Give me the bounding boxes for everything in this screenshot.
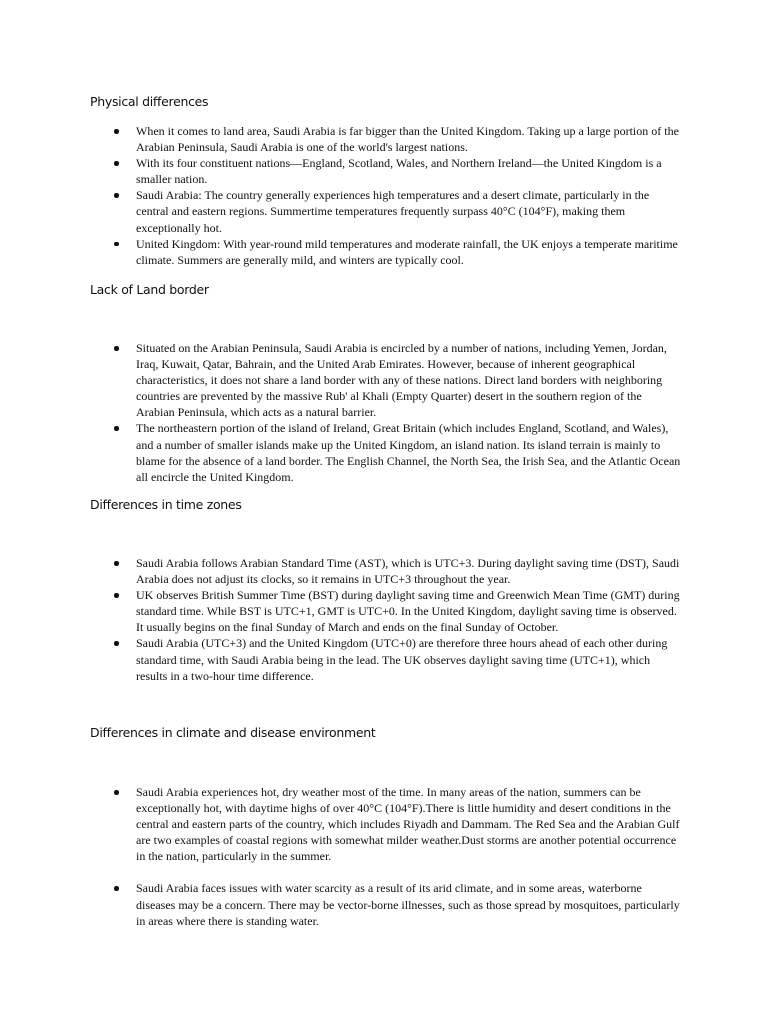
section-heading-lack-of-land-border: Lack of Land border <box>90 282 209 297</box>
section-heading-differences-in-time-zones: Differences in time zones <box>90 497 242 512</box>
bullet-dot <box>114 593 119 598</box>
bullet-dot <box>114 561 119 566</box>
section-heading-climate-and-disease: Differences in climate and disease environment <box>90 725 376 740</box>
list-item <box>90 187 682 235</box>
bullet-dot <box>114 129 119 134</box>
bullet-dot <box>114 193 119 198</box>
list-item <box>90 587 682 635</box>
list-item-text: UK observes British Summer Time (BST) during daylight saving time and Greenwich Mean Time (GMT) during standard time. While BST is UTC+1, GMT is UTC+0. In the United Kingdom, daylight saving time is observed. It usually begins on the final Sunday of March and ends on the final Sunday of October. <box>136 588 680 635</box>
list-item-text: With its four constituent nations—England, Scotland, Wales, and Northern Ireland—the United Kingdom is a smaller nation. <box>136 156 662 187</box>
list-item-text: Saudi Arabia experiences hot, dry weather most of the time. In many areas of the nation, summers can be exceptionally hot, with daytime highs of over 40°C (104°F).There is little humidity and desert conditions in the central and eastern parts of the country, which includes Riyadh and Dammam. The Red Sea and the Arabian Gulf are two examples of coastal regions with somewhat milder weather.Dust storms are another potential occurrence in the nation, particularly in the summer. <box>136 785 680 864</box>
list-item-text: Saudi Arabia: The country generally experiences high temperatures and a desert climate, particularly in the central and eastern regions. Summertime temperatures frequently surpass 40°C (104°F), making them exceptionally hot. <box>136 188 650 235</box>
section-heading-physical-differences: Physical differences <box>90 94 209 109</box>
list-item-text: Saudi Arabia (UTC+3) and the United Kingdom (UTC+0) are therefore three hours ahead of each other during standard time, with Saudi Arabia being in the lead. The UK observes daylight saving time (UTC+1), which results in a two-hour time difference. <box>136 636 668 683</box>
bullet-list-time-zones <box>90 555 682 684</box>
bullet-dot <box>114 641 119 646</box>
list-item <box>90 784 682 864</box>
list-item <box>90 420 682 484</box>
bullet-dot <box>114 886 119 891</box>
list-item-text: Saudi Arabia follows Arabian Standard Time (AST), which is UTC+3. During daylight saving time (DST), Saudi Arabia does not adjust its clocks, so it remains in UTC+3 throughout the year. <box>136 556 680 587</box>
bullet-list-physical-differences <box>90 123 682 268</box>
list-item <box>90 123 682 155</box>
list-item-text: When it comes to land area, Saudi Arabia is far bigger than the United Kingdom. Taking up a large portion of the Arabian Peninsula, Saudi Arabia is one of the world's largest nations. <box>136 124 679 155</box>
list-item <box>90 880 682 928</box>
list-item <box>90 236 682 268</box>
list-item <box>90 155 682 187</box>
bullet-list-lack-of-land-border <box>90 340 682 485</box>
list-item-text: The northeastern portion of the island of Ireland, Great Britain (which includes England, Scotland, and Wales), and a number of smaller islands make up the United Kingdom, an island nation. Its island terrain is mainly to blame for the absence of a land border. The English Channel, the North Sea, the Irish Sea, and the Atlantic Ocean all encircle the United Kingdom. <box>136 421 681 484</box>
list-item <box>90 340 682 420</box>
list-item-text: United Kingdom: With year-round mild temperatures and moderate rainfall, the UK enjoys a temperate maritime climate. Summers are generally mild, and winters are typically cool. <box>136 236 678 267</box>
bullet-dot <box>114 346 119 351</box>
bullet-dot <box>114 161 119 166</box>
list-item-text: Situated on the Arabian Peninsula, Saudi Arabia is encircled by a number of nations, including Yemen, Jordan, Iraq, Kuwait, Qatar, Bahrain, and the United Arab Emirates. However, because of inherent geographical characteristics, it does not share a land border with any of these nations. Direct land borders with neighboring countries are prevented by the massive Rub' al Khali (Empty Quarter) desert in the southern region of the Arabian Peninsula, which acts as a natural barrier. <box>136 341 667 420</box>
list-item-text: Saudi Arabia faces issues with water scarcity as a result of its arid climate, and in some areas, waterborne diseases may be a concern. There may be vector-borne illnesses, such as those spread by mosquitoes, particularly in areas where there is standing water. <box>136 881 680 928</box>
bullet-dot <box>114 242 119 247</box>
bullet-dot <box>114 790 119 795</box>
list-item <box>90 555 682 587</box>
list-item <box>90 635 682 683</box>
bullet-dot <box>114 426 119 431</box>
bullet-list-climate-and-disease <box>90 784 682 929</box>
